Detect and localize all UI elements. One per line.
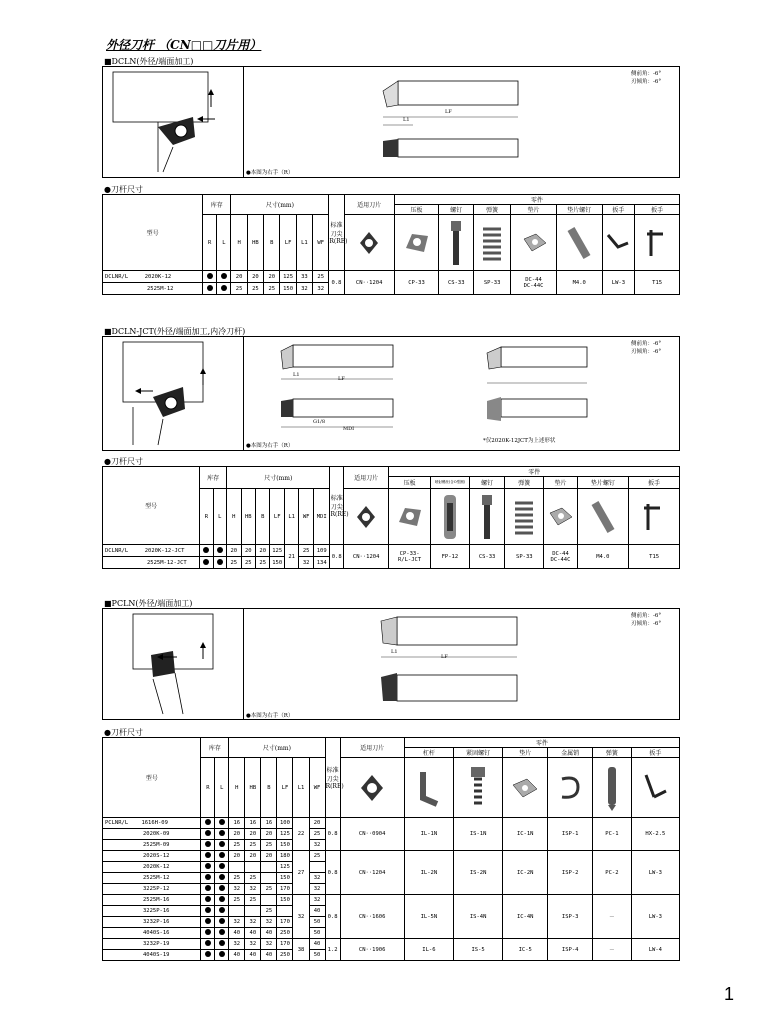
stock-dot xyxy=(205,907,211,913)
stock-dot xyxy=(221,273,227,279)
stock-dot xyxy=(217,547,223,553)
stock-dot xyxy=(207,273,213,279)
dim-l1: L1 xyxy=(293,372,300,378)
sub-header: L xyxy=(217,215,231,271)
stock-dot xyxy=(219,852,225,858)
spring-image xyxy=(505,489,544,545)
diagram-box-pcln xyxy=(102,608,680,720)
stock-dot xyxy=(205,896,211,902)
table-row: 2020S-12 20 20 20 180 27 25 0.8 CN··1204 IL-2N IS-2N IC-2N ISP-2 PC-2 LW-3 xyxy=(103,851,680,862)
shim-image xyxy=(511,215,557,271)
table-caption-1: ●刀杆尺寸 xyxy=(104,185,143,194)
col-model: 型号 xyxy=(103,195,203,271)
screw-image xyxy=(439,215,474,271)
col-model: 型号 xyxy=(103,738,201,818)
table-row: 3225P-16 25 40 xyxy=(103,906,680,917)
diagram-box-dcln-jct xyxy=(102,336,680,451)
tool-drawing-pcln xyxy=(373,611,523,711)
t-wrench-image xyxy=(629,489,680,545)
table-dcln-jct: 型号 库存 尺寸(mm) 标准刀尖R(RE) 适用刀片 零件 压板 喷射螺丝(含O型圈) 螺钉 弹簧 垫片 垫片螺钉 扳手 R L H HB B LF L1 WF MDI DCLNR/L 2020K-12-JCT 20 20 20 125 21 25 109 0.8 CN··1204 CP-33- R/L-JCT FP-12 CS-33 SP-33 DC-44 DC-44C M4.0 T15 2525M-12-JCT 25 25 25 150 32 134 xyxy=(102,466,680,569)
stock-dot xyxy=(219,819,225,825)
col-dims: 尺寸(mm) xyxy=(229,738,325,758)
shim-screw-image xyxy=(556,215,602,271)
table-row: 2525M-12 25 25 150 32 xyxy=(103,873,680,884)
insert-image xyxy=(343,489,388,545)
stock-dot xyxy=(219,940,225,946)
table-row: 4040S-19 40 40 40 250 50 xyxy=(103,950,680,961)
sub-header: WF xyxy=(313,215,329,271)
stock-dot xyxy=(205,863,211,869)
col-dims: 尺寸(mm) xyxy=(231,195,329,215)
shape-note: *仅2020K-12JCT为上述形状 xyxy=(483,438,556,444)
stock-dot xyxy=(205,874,211,880)
stock-dot xyxy=(205,918,211,924)
stock-dot xyxy=(219,951,225,957)
table-row: 2020K-12 125 xyxy=(103,862,680,873)
part-header: 喷射螺丝(含O型圈) xyxy=(430,477,469,489)
stock-dot xyxy=(219,885,225,891)
sub-header: LF xyxy=(280,215,296,271)
part-header: 扳手 xyxy=(629,477,680,489)
part-header: 扳手 xyxy=(635,205,680,215)
dim-lf: LF xyxy=(338,376,345,382)
shim-image xyxy=(503,758,548,818)
right-hand-note: ●本图为右手（R） xyxy=(246,443,294,449)
part-header: 垫片螺钉 xyxy=(577,477,629,489)
col-insert: 适用刀片 xyxy=(344,195,394,215)
stock-dot xyxy=(219,907,225,913)
stock-dot xyxy=(205,852,211,858)
table-row: 2525M-16 25 25 150 32 32 0.8 CN··1606 IL-5N IS-4N IC-4N ISP-3 － LW-3 xyxy=(103,895,680,906)
part-header: 螺钉 xyxy=(470,477,505,489)
table-row: 2525M-12 25 25 25 150 32 32 xyxy=(103,283,680,295)
insert-image xyxy=(344,215,394,271)
spring-image xyxy=(593,758,632,818)
stock-dot xyxy=(205,819,211,825)
shim-image xyxy=(544,489,577,545)
section-header-pcln: ■PCLN(外径/端面加工) xyxy=(104,599,193,608)
part-header: 螺钉 xyxy=(439,205,474,215)
l-wrench-image xyxy=(602,215,635,271)
section-header-dcln: ■DCLN(外径/端面加工) xyxy=(104,57,194,66)
stock-dot xyxy=(219,830,225,836)
t-wrench-image xyxy=(635,215,680,271)
col-parts: 零件 xyxy=(404,738,679,748)
table-row: DCLNR/L 2020K-12 20 20 20 125 33 25 0.8 CN··1204 CP-33 CS-33 SP-33 DC-44 DC-44C M4.0 LW-3 T15 xyxy=(103,271,680,283)
metal-pin-image xyxy=(548,758,593,818)
stock-dot xyxy=(221,285,227,291)
lever-image xyxy=(404,758,453,818)
right-hand-note: ●本图为右手（R） xyxy=(246,713,294,719)
screw-image xyxy=(470,489,505,545)
stock-dot xyxy=(207,285,213,291)
model-cell: DCLNR/L 2020K-12 xyxy=(103,271,203,283)
page-title: 外径刀杆 （CN□□刀片用） xyxy=(106,38,262,52)
stock-dot xyxy=(205,885,211,891)
dim-lf: LF xyxy=(441,654,448,660)
col-std-tip: 标准刀尖R(RE) xyxy=(330,467,343,545)
part-header: 垫片 xyxy=(511,205,557,215)
col-std-tip: 标准刀尖R(RE) xyxy=(329,195,344,271)
machining-illustration xyxy=(103,609,243,719)
table-row: 3232P-19 32 32 32 170 38 40 1.2 CN··1906 IL-6 IS-5 IC-5 ISP-4 － LW-4 xyxy=(103,939,680,950)
stock-dot xyxy=(205,951,211,957)
table-caption-2: ●刀杆尺寸 xyxy=(104,457,143,466)
sub-header: HB xyxy=(247,215,263,271)
col-parts: 零件 xyxy=(389,467,680,477)
section-header-dcln-jct: ■DCLN-JCT(外径/端面加工,内冷刀杆) xyxy=(104,327,246,336)
stock-dot xyxy=(219,929,225,935)
table-pcln: 型号 库存 尺寸(mm) 标准刀尖R(RE) 适用刀片 零件 杠杆 紧固螺钉 垫片 金属销 弹簧 扳手 R L H HB B LF L1 WF PCLNR/L 1616H-09 16 16 16 100 22 20 0.8 CN··0904 IL-1N IS-1N IC-1N ISP-1 PC-1 HX-2.5 2020K-09 20 20 20 125 25 2525M-09 25 25 25 150 32 2020S-12 20 20 20 180 27 25 0.8 CN··1204 IL-2N IS-2N IC-2N ISP-2 PC-2 LW-3 2020K-12 125 2525M-12 25 25 150 32 3225P-12 32 32 25 170 32 2525M-16 25 25 150 32 32 0.8 CN··1606 IL-5N IS-4N IC-4N ISP-3 － LW-3 3225P-16 25 40 3232P-16 32 32 32 170 50 4040S-16 40 40 40 250 50 3232P-19 32 32 32 170 38 40 1.2 CN··1906 IL-6 IS-5 IC-5 ISP-4 － LW-4 4040S-19 40 40 40 250 50 xyxy=(102,737,680,961)
stock-dot xyxy=(205,830,211,836)
stock-dot xyxy=(219,841,225,847)
angle-note: 侧前角：-6° 刃倾角：-6° xyxy=(631,71,662,85)
angle-note: 侧前角：-6° 刃倾角：-6° xyxy=(631,613,662,627)
sub-header: R xyxy=(203,215,217,271)
nozzle-image xyxy=(430,489,469,545)
dim-g: G1/8 xyxy=(313,419,326,425)
sub-header: B xyxy=(264,215,280,271)
insert-image xyxy=(340,758,404,818)
spring-image xyxy=(474,215,511,271)
dim-mdi: MDI xyxy=(343,426,355,432)
col-dims: 尺寸(mm) xyxy=(227,467,330,489)
table-dcln xyxy=(102,194,680,295)
dim-lf: LF xyxy=(445,109,452,115)
part-header: 压板 xyxy=(394,205,439,215)
stock-dot xyxy=(219,918,225,924)
col-std-tip: 标准刀尖R(RE) xyxy=(325,738,340,818)
machining-illustration xyxy=(103,337,243,449)
tool-drawing-jct-alt xyxy=(471,339,591,439)
stock-dot xyxy=(203,547,209,553)
table-row: 4040S-16 40 40 40 250 50 xyxy=(103,928,680,939)
clamp-image xyxy=(389,489,430,545)
part-header: 弹簧 xyxy=(474,205,511,215)
machining-illustration xyxy=(103,67,243,177)
table-row: 3232P-16 32 32 32 170 50 xyxy=(103,917,680,928)
dim-l1: L1 xyxy=(403,117,410,123)
table-row: 2525M-09 25 25 25 150 32 xyxy=(103,840,680,851)
angle-note: 侧前角：-6° 刃倾角：-6° xyxy=(631,341,662,355)
part-header: 压板 xyxy=(389,477,430,489)
sub-header: L1 xyxy=(296,215,312,271)
table-row: 2525M-12-JCT 25 25 25 150 32 134 xyxy=(103,557,680,569)
table-row: DCLNR/L 2020K-12-JCT 20 20 20 125 21 25 109 0.8 CN··1204 CP-33- R/L-JCT FP-12 CS-33 SP-33 DC-44 DC-44C M4.0 T15 xyxy=(103,545,680,557)
stock-dot xyxy=(219,863,225,869)
stock-dot xyxy=(205,940,211,946)
shim-screw-image xyxy=(577,489,629,545)
stock-dot xyxy=(203,559,209,565)
stock-dot xyxy=(217,559,223,565)
col-stock: 库存 xyxy=(203,195,231,215)
table-row: 2020K-09 20 20 20 125 25 xyxy=(103,829,680,840)
table-row: PCLNR/L 1616H-09 16 16 16 100 22 20 0.8 CN··0904 IL-1N IS-1N IC-1N ISP-1 PC-1 HX-2.5 xyxy=(103,818,680,829)
dim-l1: L1 xyxy=(391,649,398,655)
stock-dot xyxy=(219,874,225,880)
clamp-screw-image xyxy=(454,758,503,818)
col-stock: 库存 xyxy=(200,467,227,489)
part-header: 垫片螺钉 xyxy=(556,205,602,215)
wrench-image xyxy=(631,758,679,818)
tool-drawing-jct-top xyxy=(263,339,403,439)
col-parts: 零件 xyxy=(394,195,679,205)
clamp-image xyxy=(394,215,439,271)
stock-dot xyxy=(219,896,225,902)
tool-drawing-dcln xyxy=(373,73,533,167)
diagram-box-dcln xyxy=(102,66,680,178)
page-number: 1 xyxy=(723,984,734,1004)
part-header: 扳手 xyxy=(602,205,635,215)
part-header: 弹簧 xyxy=(505,477,544,489)
sub-header: H xyxy=(231,215,247,271)
col-insert: 适用刀片 xyxy=(343,467,388,489)
col-stock: 库存 xyxy=(201,738,229,758)
stock-dot xyxy=(205,841,211,847)
right-hand-note: ●本图为右手（R） xyxy=(246,170,294,176)
table-row: 3225P-12 32 32 25 170 32 xyxy=(103,884,680,895)
col-insert: 适用刀片 xyxy=(340,738,404,758)
col-model: 型号 xyxy=(103,467,200,545)
table-caption-3: ●刀杆尺寸 xyxy=(104,728,143,737)
part-header: 垫片 xyxy=(544,477,577,489)
stock-dot xyxy=(205,929,211,935)
